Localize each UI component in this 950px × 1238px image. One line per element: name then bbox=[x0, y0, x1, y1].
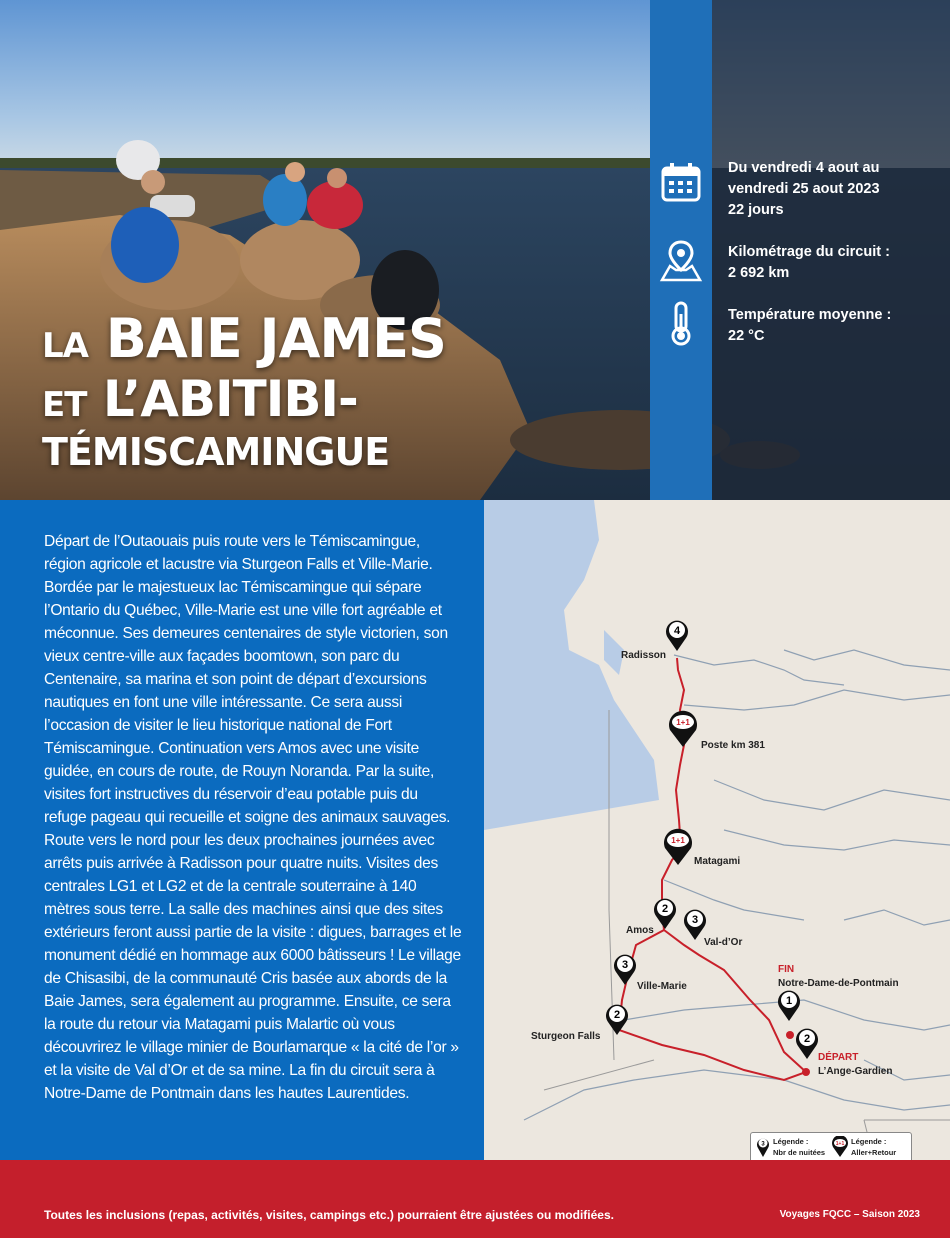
temperature-info bbox=[728, 305, 891, 347]
label-fin: FIN bbox=[778, 964, 795, 975]
pin-matagami-count: 1+1 bbox=[671, 836, 685, 845]
title-line-3: TÉMISCAMINGUE bbox=[42, 430, 390, 474]
footer bbox=[0, 1160, 950, 1238]
trip-description: Départ de l’Outaouais puis route vers le Témiscamingue, région agricole et lacustre via Sturgeon Falls et Ville-Marie. Bordée par le majestueux lac Témiscamingue qui sépare l’Ontario du Québec, Ville-Marie est une ville fort agréable et méconnue. Ses demeures centenaires de style victorien, son vieux centre-ville aux façades boomtown, son parc du Centenaire, sa marina et son point de départ d’excursions nautiques en font une ville intéressante. Ce sera aussi l’occasion de visiter le lieu historique national de Fort Témiscamingue. Continuation vers Amos avec une visite guidée, en cours de route, de Rouyn Noranda. Par la suite, visites fort instructives du réservoir d’eau potable puis du refuge pageau qui recueille et soigne des animaux sauvages. Route vers le nord pour les deux prochaines journées avec arrêts puis arrivée à Radisson pour quatre nuits. Visites des centrales LG1 et LG2 et de la centrale souterraine à 140 mètres sous terre. La salle des machines ainsi que des sites extérieurs feront aussi partie de la visite : digues, barrages et le monument dédié en hommage aux 6000 bâtisseurs ! Le village de Chisasibi, de la communauté Cris basée aux abords de la Baie James, sera également au programme. Ensuite, ce sera la route du retour via Matagami puis Malartic où vous découvrirez le village minier de Bourlamarque « la cité de l’or » et la visite de Val d’Or et de sa mine. La fin du circuit sera à Notre-Dame de Pontmain dans les hautes Laurentides. bbox=[44, 533, 462, 1102]
distance-info bbox=[728, 242, 890, 284]
legend-round-trip-pin-number: 1+1 bbox=[835, 1141, 845, 1147]
label-poste-km-381: Poste km 381 bbox=[701, 740, 765, 751]
footer-credit: Voyages FQCC – Saison 2023 bbox=[779, 1209, 920, 1220]
legend-nights-pin-number: 3 bbox=[761, 1141, 765, 1148]
map-illustration bbox=[484, 500, 950, 1160]
pin-sturgeon-falls bbox=[604, 1002, 630, 1036]
pin-poste-km-381 bbox=[667, 710, 699, 748]
label-radisson: Radisson bbox=[621, 650, 667, 661]
pin-poste-count: 1+1 bbox=[676, 718, 690, 727]
dates-info bbox=[728, 158, 880, 221]
map-legend bbox=[750, 1132, 912, 1160]
pin-matagami bbox=[662, 828, 694, 866]
pin-amos-count: 2 bbox=[661, 903, 669, 915]
pin-val-dor bbox=[682, 907, 708, 941]
label-sturgeon-falls: Sturgeon Falls bbox=[531, 1031, 601, 1042]
pin-radisson-count: 4 bbox=[673, 625, 681, 637]
footer-disclaimer: Toutes les inclusions (repas, activités, visites, campings etc.) pourraient être ajustées ou modifiées. bbox=[44, 1208, 614, 1222]
legend-nights-text: Nbr de nuitées bbox=[773, 1148, 826, 1157]
distance-value: 2 692 km bbox=[728, 265, 790, 281]
trip-info-panel bbox=[650, 0, 950, 500]
pin-lange-gardien bbox=[794, 1026, 820, 1060]
depart-marker bbox=[802, 1068, 810, 1076]
label-amos: Amos bbox=[626, 925, 654, 936]
calendar-icon bbox=[658, 160, 704, 206]
pin-sturgeon-count: 2 bbox=[613, 1009, 621, 1021]
route-map bbox=[484, 500, 950, 1160]
description-panel bbox=[0, 500, 484, 1160]
fin-marker bbox=[786, 1031, 794, 1039]
label-ville-marie: Ville-Marie bbox=[637, 981, 687, 992]
legend-round-trip-text: Aller+Retour bbox=[851, 1148, 897, 1157]
legend-round-trip-pin-icon bbox=[831, 1136, 849, 1158]
temperature-value: 22 °C bbox=[728, 328, 765, 344]
james-bay-water bbox=[484, 500, 659, 830]
duration-days: 22 jours bbox=[728, 202, 784, 218]
legend-nights-pin-icon bbox=[756, 1136, 770, 1158]
label-depart: DÉPART bbox=[818, 1052, 859, 1063]
title-prefix-et: ET bbox=[42, 385, 87, 425]
legend-label-right: Légende : bbox=[851, 1137, 887, 1146]
pin-val-dor-count: 3 bbox=[691, 914, 699, 926]
pin-notre-dame-de-pontmain bbox=[776, 988, 802, 1022]
pin-amos bbox=[652, 896, 678, 930]
page-title bbox=[42, 307, 446, 475]
pin-ange-count: 2 bbox=[803, 1033, 811, 1045]
pin-ndp-count: 1 bbox=[785, 995, 793, 1007]
pin-radisson bbox=[664, 618, 690, 652]
dates-line-2: vendredi 25 aout 2023 bbox=[728, 181, 880, 197]
label-val-dor: Val-d’Or bbox=[704, 937, 743, 948]
title-line-2: L’ABITIBI- bbox=[102, 370, 358, 428]
distance-label: Kilométrage du circuit : bbox=[728, 244, 890, 260]
label-lange-gardien: L’Ange-Gardien bbox=[818, 1066, 893, 1077]
label-matagami: Matagami bbox=[694, 856, 741, 867]
legend-label-left: Légende : bbox=[773, 1137, 809, 1146]
map-pin-icon bbox=[658, 238, 704, 284]
thermometer-icon bbox=[658, 300, 704, 346]
pin-ville-marie-count: 3 bbox=[621, 959, 629, 971]
temperature-label: Température moyenne : bbox=[728, 307, 892, 323]
dates-line-1: Du vendredi 4 aout au bbox=[728, 160, 880, 176]
label-notre-dame-de-pontmain: Notre-Dame-de-Pontmain bbox=[778, 978, 899, 989]
pin-ville-marie bbox=[612, 952, 638, 986]
title-line-1: BAIE JAMES bbox=[105, 307, 446, 370]
title-prefix-la: LA bbox=[42, 326, 88, 366]
